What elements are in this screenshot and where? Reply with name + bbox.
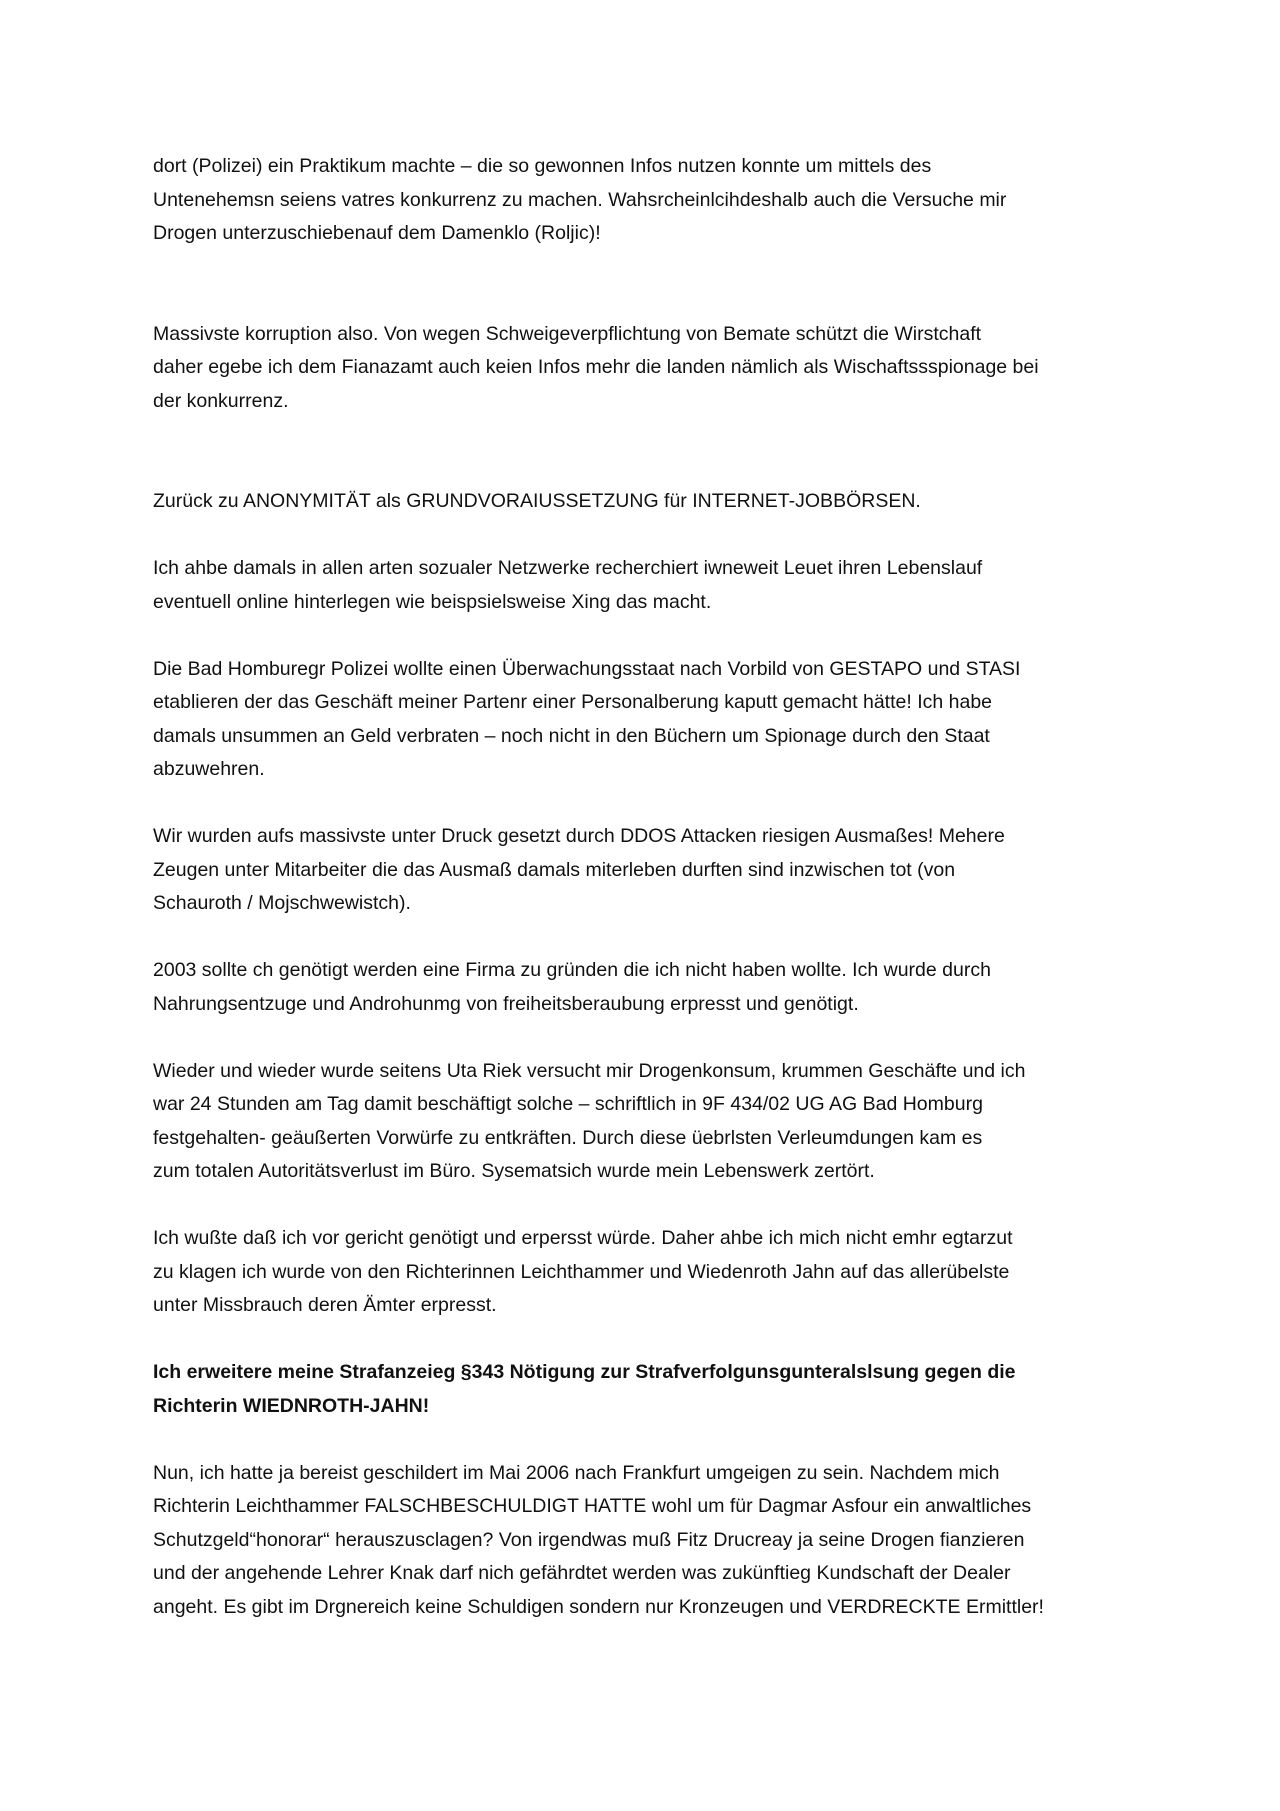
paragraph-korruption: Massivste korruption also. Von wegen Schweigeverpflichtung von Bemate schützt die Wirstchaft daher egebe ich dem Fianazamt auch keien Infos mehr die landen nämlich als Wischaftssspionage bei der konkurrenz. [153,322,1039,412]
paragraph-frankfurt: Nun, ich hatte ja bereist geschildert im Mai 2006 nach Frankfurt umgeigen zu sein. Nachdem mich Richterin Leichthammer FALSCHBESCHULDIGT HATTE wohl um für Dagmar Asfour ein anwaltliches Schutzgeld“honorar“ herauszusclagen? Von irgendwas muß Fitz Drucreay ja seine Drogen fianzieren und der angehende Lehrer Knak darf nich gefährdtet werden was zukünftieg Kundschaft der Dealer angeht. Es gibt im Drgnereich keine Schuldigen sondern nur Kronzeugen und VERDRECKTE Ermittler! [153,1461,1044,1618]
paragraph-polizei: Die Bad Homburegr Polizei wollte einen Überwachungsstaat nach Vorbild von GESTAPO und STASI etablieren der das Geschäft meiner Partenr einer Personalberung kaputt gemacht hätte! Ich habe damals unsummen an Geld verbraten – noch nicht in den Büchern um Spionage durch den Staat abzuwehren. [153,657,1021,780]
paragraph-praktikum: dort (Polizei) ein Praktikum machte – die so gewonnen Infos nutzen konnte um mittels des Untenehemsn seiens vatres konkurrenz zu machen. Wahsrcheinlcihdeshalb auch die Versuche mir Drogen unterzuschiebenauf dem Damenklo (Roljic)! [153,155,1007,244]
paragraph-anonymitaet: Zurück zu ANONYMITÄT als GRUNDVORAIUSSETZUNG für INTERNET-JOBBÖRSEN. [153,490,921,512]
paragraph-uta-riek: Wieder und wieder wurde seitens Uta Riek versucht mir Drogenkonsum, krummen Geschäfte und ich war 24 Stunden am Tag damit beschäftigt solche – schriftlich in 9F 434/02 UG AG Bad Homburg festgehalten- geäußerten Vorwürfe zu entkräften. Durch diese üebrlsten Verleumdungen kam es zum totalen Autoritätsverlust im Büro. Sysematsich wurde mein Lebenswerk zertört. [153,1059,1026,1182]
paragraph-netzwerke: Ich ahbe damals in allen arten sozualer Netzwerke recherchiert iwneweit Leuet ihren Lebenslauf eventuell online hinterlegen wie beispsielsweise Xing das macht. [153,557,983,613]
paragraph-strafanzeige-heading: Ich erweitere meine Strafanzeieg §343 Nötigung zur Strafverfolgunsgunteralslsung gegen die Richterin WIEDNROTH-JAHN! [153,1361,1016,1417]
paragraph-ddos: Wir wurden aufs massivste unter Druck gesetzt durch DDOS Attacken riesigen Ausmaßes! Mehere Zeugen unter Mitarbeiter die das Ausmaß damals miterleben durften sind inzwischen tot (von Schauroth / Mojschwewistch). [153,825,1005,914]
paragraph-2003: 2003 sollte ch genötigt werden eine Firma zu gründen die ich nicht haben wollte. Ich wurde durch Nahrungsentzuge und Androhunmg von freiheitsberaubung erpresst und genötigt. [153,959,991,1015]
paragraph-gericht: Ich wußte daß ich vor gericht genötigt und erpersst würde. Daher ahbe ich mich nicht emhr egtarzut zu klagen ich wurde von den Richterinnen Leichthammer und Wiedenroth Jahn auf das allerübelste unter Missbrauch deren Ämter erpresst. [153,1227,1013,1316]
document-page [153,150,1143,1658]
